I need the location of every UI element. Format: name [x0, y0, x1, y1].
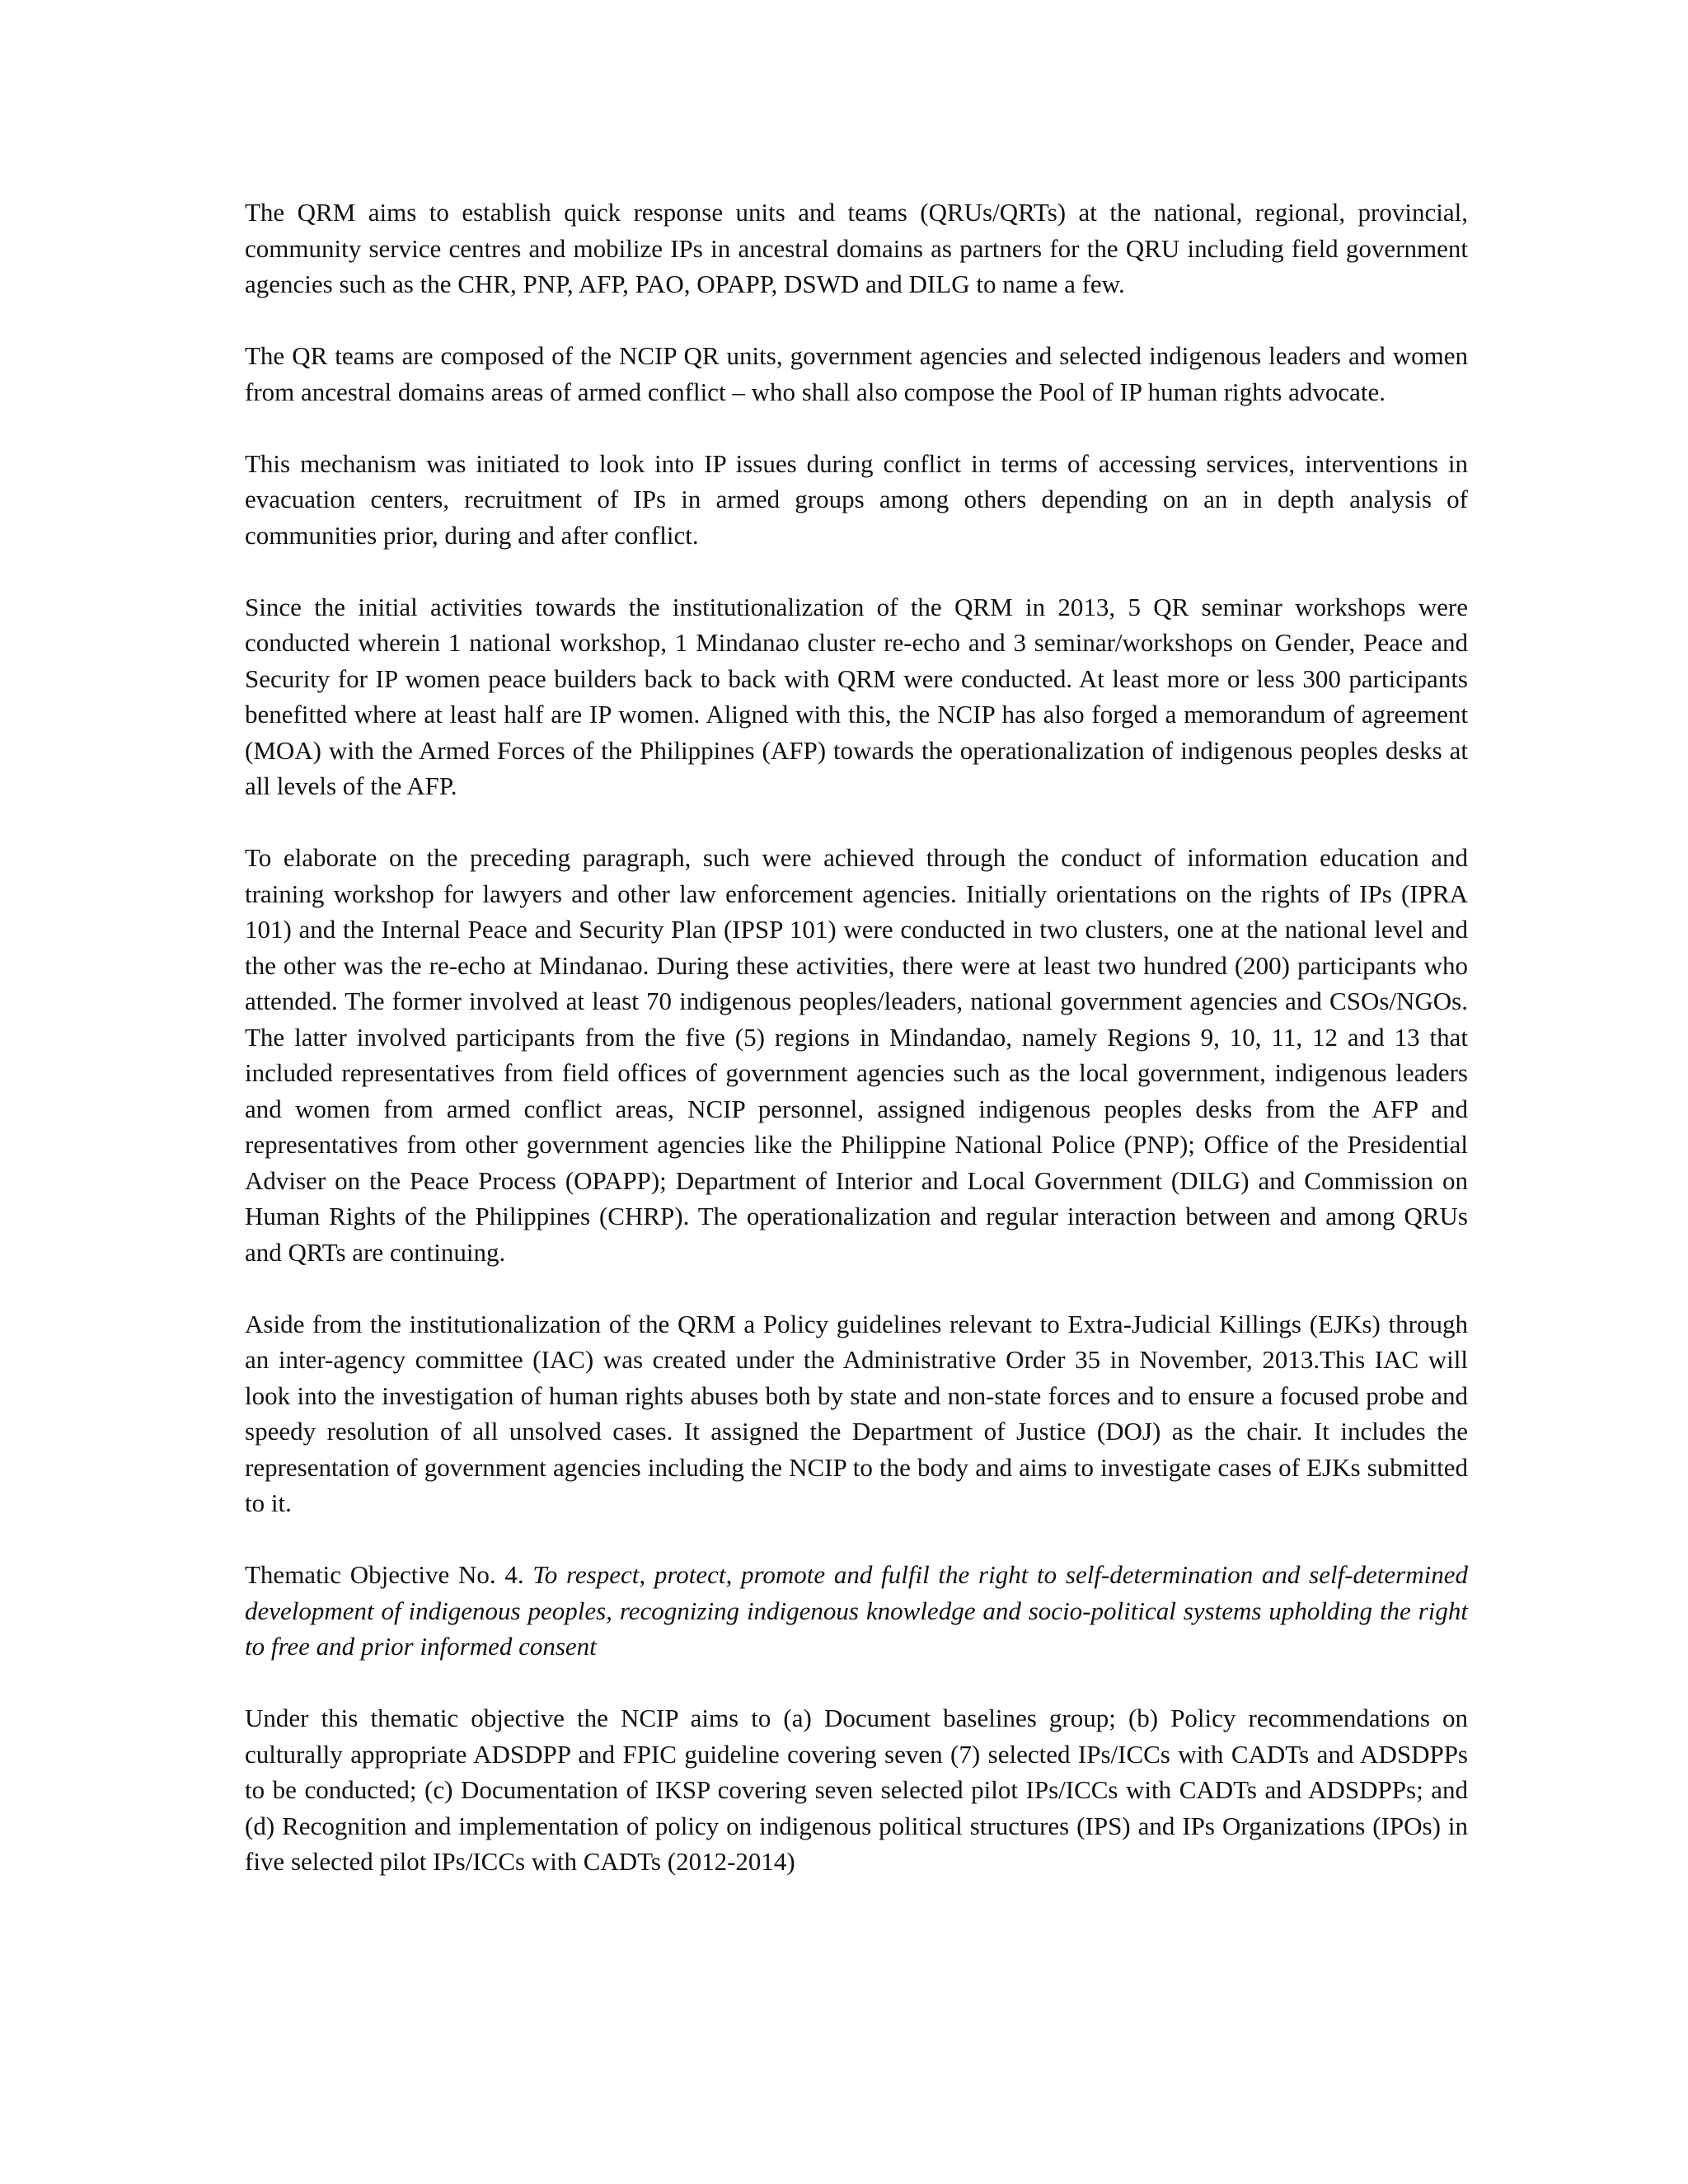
objective-label: Thematic Objective No. 4.: [245, 1560, 524, 1589]
paragraph-qr-teams: The QR teams are composed of the NCIP QR units, government agencies and selected indigenous leaders and women from ancestral domains areas of armed conflict – who shall also compose the Pool of IP human rights advocate.: [245, 341, 1468, 406]
paragraph-qrm-aims: The QRM aims to establish quick response units and teams (QRUs/QRTs) at the national, regional, provincial, community service centres and mobilize IPs in ancestral domains as partners for the QRU including field government agencies such as the CHR, PNP, AFP, PAO, OPAPP, DSWD and DILG to name a few.: [245, 198, 1468, 298]
document-page: [245, 194, 1468, 1880]
paragraph-mechanism: This mechanism was initiated to look into IP issues during conflict in terms of accessing services, interventions in evacuation centers, recruitment of IPs in armed groups among others depending on an in depth analysis of communities prior, during and after conflict.: [245, 448, 1468, 550]
objective-text: To respect, protect, promote and fulfil the right to self-determination and self-determined development of indigenous peoples, recognizing indigenous knowledge and socio-political systems upholding the right to free and prior informed consent: [245, 1560, 1468, 1661]
thematic-objective: [245, 1557, 1468, 1665]
paragraph-closing: Under this thematic objective the NCIP aims to (a) Document baselines group; (b) Policy recommendations on culturally appropriate ADSDPP and FPIC guideline covering seven (7) selected IPs/ICCs with CADTs and ADSDPPs to be conducted; (c) Documentation of IKSP covering seven selected pilot IPs/ICCs with CADTs and ADSDPPs; and (d) Recognition and implementation of policy on indigenous political structures (IPS) and IPs Organizations (IPOs) in five selected pilot IPs/ICCs with CADTs (2012-2014): [245, 1704, 1468, 1876]
paragraph-initial-activities: Since the initial activities towards the institutionalization of the QRM in 2013, 5 QR seminar workshops were conducted wherein 1 national workshop, 1 Mindanao cluster re-echo and 3 seminar/workshops on Gender, Peace and Security for IP women peace builders back to back with QRM were conducted. At least more or less 300 participants benefitted where at least half are IP women. Aligned with this, the NCIP has also forged a memorandum of agreement (MOA) with the Armed Forces of the Philippines (AFP) towards the operationalization of indigenous peoples desks at all levels of the AFP.: [245, 592, 1468, 800]
paragraph-ejk-policy: Aside from the institutionalization of the QRM a Policy guidelines relevant to Extra-Judicial Killings (EJKs) through an inter-agency committee (IAC) was created under the Administrative Order 35 in November, 2013.This IAC will look into the investigation of human rights abuses both by state and non-state forces and to ensure a focused probe and speedy resolution of all unsolved cases. It assigned the Department of Justice (DOJ) as the chair. It includes the representation of government agencies including the NCIP to the body and aims to investigate cases of EJKs submitted to it.: [245, 1309, 1468, 1517]
paragraph-elaboration: To elaborate on the preceding paragraph, such were achieved through the conduct of information education and training workshop for lawyers and other law enforcement agencies. Initially orientations on the rights of IPs (IPRA 101) and the Internal Peace and Security Plan (IPSP 101) were conducted in two clusters, one at the national level and the other was the re-echo at Mindanao. During these activities, there were at least two hundred (200) participants who attended. The former involved at least 70 indigenous peoples/leaders, national government agencies and CSOs/NGOs. The latter involved participants from the five (5) regions in Mindandao, namely Regions 9, 10, 11, 12 and 13 that included representatives from field offices of government agencies such as the local government, indigenous leaders and women from armed conflict areas, NCIP personnel, assigned indigenous peoples desks from the AFP and representatives from other government agencies like the Philippine National Police (PNP); Office of the Presidential Adviser on the Peace Process (OPAPP); Department of Interior and Local Government (DILG) and Commission on Human Rights of the Philippines (CHRP). The operationalization and regular interaction between and among QRUs and QRTs are continuing.: [245, 843, 1468, 1267]
